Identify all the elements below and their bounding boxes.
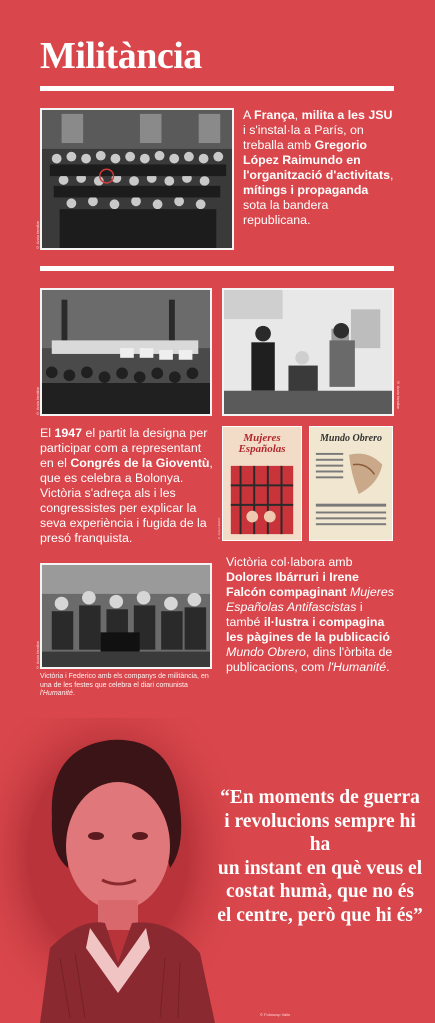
festival-photo	[40, 563, 212, 669]
section2-text: El 1947 el partit la designa per participar com a representant en el Congrés de la Gioventù, que es celebra a Bolonya. Victòria s'adreça als i les congressistes per explicar la seva experiència i fugida de la presó franquista.	[40, 426, 213, 545]
photo-credit: © Fotoscop Valls	[260, 1012, 290, 1017]
photo-credit: © Arxiu familiar	[396, 380, 401, 410]
quote-line: i revolucions sempre hi ha	[224, 810, 416, 855]
quote-line: “En moments de guerra	[220, 787, 420, 808]
quote	[215, 786, 425, 927]
portrait-photo	[0, 718, 240, 1023]
office-photo	[222, 288, 394, 416]
photo-credit: © Arxiu familiar	[35, 220, 40, 250]
quote-line: un instant en què veus el	[217, 857, 423, 879]
magazine-cover-mujeres	[222, 426, 302, 541]
title-divider	[40, 86, 394, 91]
section3-text: Victòria col·labora amb Dolores Ibárruri i Irene Falcón compaginant Mujeres Españolas Antifascistas i també il·lustra i compagina les pàgines de la publicació Mundo Obrero, dins l'òrbita de publicacions, com l'Humanité.	[226, 555, 395, 674]
section1-text: A França, milita a les JSU i s'instal·la a París, on treballa amb Gregorio López Raimundo en l'organització d'activitats, mítings i propaganda sota la bandera republicana.	[243, 108, 394, 227]
photo-credit: © Arxiu Històric	[217, 517, 221, 540]
quote-line: costat humà, que no és	[226, 881, 414, 902]
newspaper-mundo-obrero	[309, 426, 393, 541]
photo-caption: Victòria i Federico amb els companys de militància, en una de les festes que celebra el diari comunista l'Humanité.	[40, 673, 209, 697]
magazine-title: Mujeres Españolas	[238, 432, 286, 455]
page-title: Militància	[40, 35, 202, 77]
photo-credit: © Arxiu familiar	[35, 640, 40, 670]
photo-credit: © Arxiu familiar	[35, 386, 40, 416]
newspaper-title: Mundo Obrero	[320, 433, 382, 444]
congress-photo	[40, 288, 212, 416]
section-divider	[40, 266, 394, 271]
quote-line: el centre, però que hi és”	[217, 904, 423, 926]
group-photo	[40, 108, 234, 250]
